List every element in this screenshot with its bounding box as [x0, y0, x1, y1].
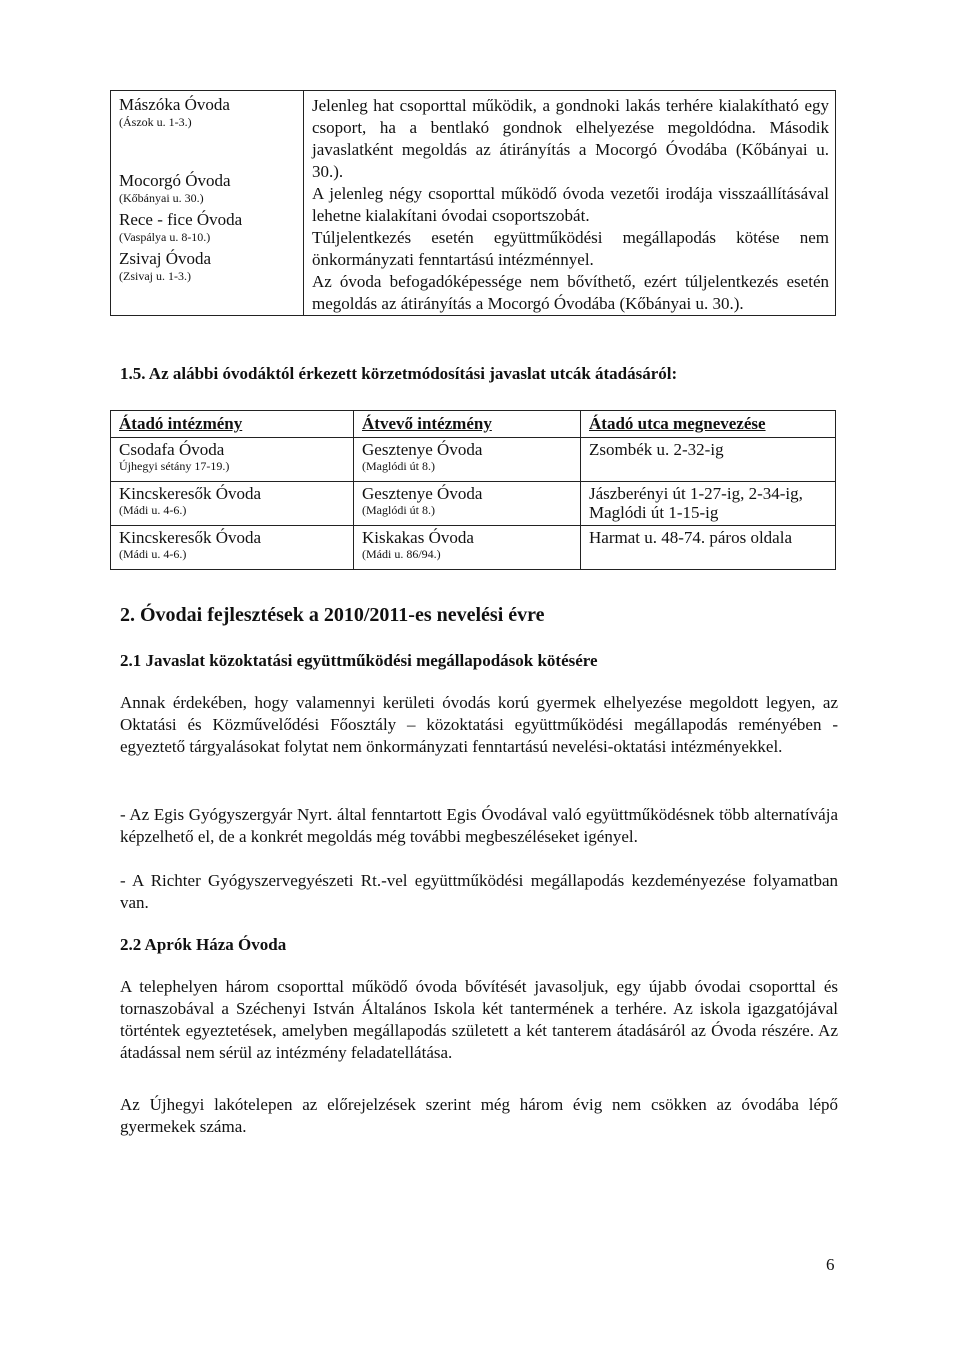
section-heading-1-5: 1.5. Az alábbi óvodáktól érkezett körzetmódosítási javaslat utcák átadásáról:: [120, 364, 678, 383]
page-number: 6: [826, 1255, 835, 1274]
body-paragraph: A telephelyen három csoporttal működő óvoda bővítését javasoljuk, egy újabb óvodai csoporttal és tornaszobával a Széchenyi István Általános Iskola két tantermének a terhére. Az iskola igazgatójával történtek egyeztetések, amelyben megállapodás született a két tanterem átadásáról az Óvoda részére. Az átadással nem sérül az intézmény feladatellátása.: [120, 977, 838, 1062]
table-cell: Csodafa Óvoda Újhegyi sétány 17-19.): [111, 438, 354, 482]
proposals-cell: [304, 91, 836, 316]
proposal-text: Az óvoda befogadóképessége nem bővíthető, ezért túljelentkezés esetén megoldás az átirányítás a Mocorgó Óvodába (Kőbányai u. 30.).: [312, 272, 829, 313]
kindergarten-address: (Ászok u. 1-3.): [119, 115, 192, 129]
kindergarten-address: (Kőbányai u. 30.): [119, 191, 204, 205]
table-cell: Kincskeresők Óvoda (Mádi u. 4-6.): [111, 526, 354, 570]
body-paragraph: Az Újhegyi lakótelepen az előrejelzések szerint még három évig nem csökken az óvodába lépő gyermekek száma.: [120, 1095, 838, 1136]
section-heading-2: 2. Óvodai fejlesztések a 2010/2011-es nevelési évre: [120, 604, 545, 626]
column-header: Átadó intézmény: [111, 411, 354, 438]
kindergarten-name: Rece - fice Óvoda: [119, 210, 243, 229]
table-cell: Jászberényi út 1-27-ig, 2-34-ig, Maglódi út 1-15-ig: [581, 482, 836, 526]
column-header: Átvevő intézmény: [354, 411, 581, 438]
kindergarten-address: (Vaspálya u. 8-10.): [119, 230, 211, 244]
table-row: [111, 526, 836, 570]
body-paragraph: Annak érdekében, hogy valamennyi kerületi óvodás korú gyermek elhelyezése megoldott legyen, az Oktatási és Közművelődési Főosztály – közoktatási együttműködési megállapodás reményében - egyeztető tárgyalásokat folytat nem önkormányzati fenntartású nevelési-oktatási intézményekkel.: [120, 693, 838, 756]
transfer-table: [110, 410, 836, 570]
table-row: [111, 482, 836, 526]
section-heading-2-1: 2.1 Javaslat közoktatási együttműködési megállapodások kötésére: [120, 651, 598, 670]
kindergarten-names-cell: [111, 91, 304, 316]
table-row: [111, 91, 836, 316]
section-heading-2-2: 2.2 Aprók Háza Óvoda: [120, 935, 287, 954]
table-cell: Kiskakas Óvoda (Mádi u. 86/94.): [354, 526, 581, 570]
table-cell: Gesztenye Óvoda (Maglódi út 8.): [354, 482, 581, 526]
proposal-text: A jelenleg négy csoporttal működő óvoda vezetői irodája visszaállításával lehetne kialakítani óvodai csoportszobát.: [312, 184, 829, 225]
table-cell: Gesztenye Óvoda (Maglódi út 8.): [354, 438, 581, 482]
table-row: [111, 438, 836, 482]
kindergarten-name: Mászóka Óvoda: [119, 95, 230, 114]
table-header-row: [111, 411, 836, 438]
kindergarten-name: Mocorgó Óvoda: [119, 171, 231, 190]
table-cell: Kincskeresők Óvoda (Mádi u. 4-6.): [111, 482, 354, 526]
kindergarten-table: [110, 90, 836, 316]
proposal-text: Túljelentkezés esetén együttműködési megállapodás kötése nem önkormányzati fenntartású intézménnyel.: [312, 228, 829, 269]
table-cell: Zsombék u. 2-32-ig: [581, 438, 836, 482]
column-header: Átadó utca megnevezése: [581, 411, 836, 438]
body-paragraph: - Az Egis Gyógyszergyár Nyrt. által fenntartott Egis Óvodával való együttműködésnek több alternatívája képzelhető el, de a konkrét megoldás még további megbeszéléseket igényel.: [120, 805, 838, 846]
kindergarten-name: Zsivaj Óvoda: [119, 249, 212, 268]
kindergarten-address: (Zsivaj u. 1-3.): [119, 269, 191, 283]
table-cell: Harmat u. 48-74. páros oldala: [581, 526, 836, 570]
body-paragraph: - A Richter Gyógyszervegyészeti Rt.-vel együttműködési megállapodás kezdeményezése folyamatban van.: [120, 871, 838, 912]
proposal-text: Jelenleg hat csoporttal működik, a gondnoki lakás terhére kialakítható egy csoport, ha a bentlakó gondnok elhelyezése megoldódna. Második javaslatként megoldás az átirányítás a Mocorgó Óvodába (Kőbányai u. 30.).: [312, 96, 829, 181]
